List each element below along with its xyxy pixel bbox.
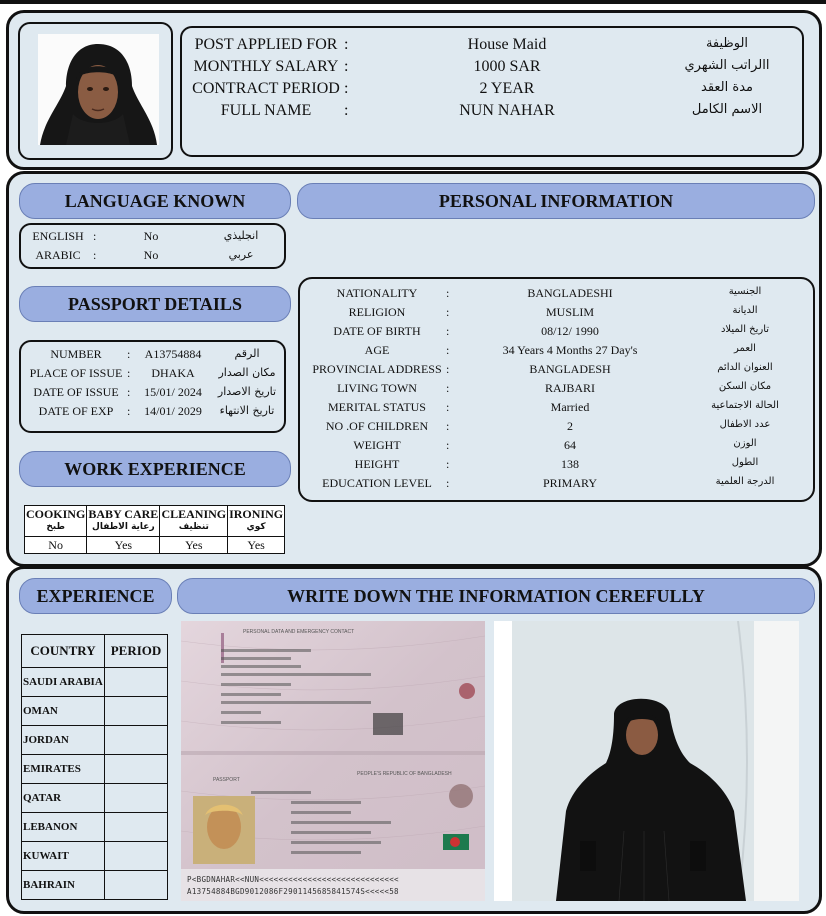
- personal-colon: :: [446, 457, 450, 471]
- passport-mrz-line-2: A13754884BGD9012086F2901145685841574S<<<<<58: [187, 887, 399, 896]
- skill-name: CLEANING: [161, 507, 227, 521]
- job-label: MONTHLY SALARY: [193, 58, 339, 75]
- skill-header-cell: [25, 506, 87, 537]
- personal-label: DATE OF BIRTH: [333, 324, 421, 338]
- experience-section: [6, 566, 822, 914]
- skill-header-cell: [160, 506, 228, 537]
- language-arabic-label: انجليذي: [223, 229, 259, 242]
- personal-row: [300, 400, 813, 419]
- personal-label: NO .OF CHILDREN: [325, 419, 429, 433]
- personal-info-box: [298, 277, 815, 502]
- personal-colon: :: [446, 476, 450, 490]
- job-label: POST APPLIED FOR: [194, 36, 338, 53]
- personal-value: Married: [550, 400, 590, 414]
- personal-colon: :: [446, 343, 450, 357]
- personal-label: AGE: [364, 343, 390, 357]
- personal-value: 34 Years 4 Months 27 Day's: [502, 343, 638, 357]
- job-row: [182, 58, 802, 80]
- country-row: [22, 784, 168, 813]
- personal-arabic-label: الطول: [731, 457, 759, 468]
- period-column-header: PERIOD: [105, 635, 168, 668]
- language-label: ENGLISH: [32, 229, 84, 243]
- skill-value-cell: Yes: [228, 537, 285, 554]
- personal-label: MERITAL STATUS: [328, 400, 426, 414]
- skill-header-cell: [228, 506, 285, 537]
- personal-value: PRIMARY: [542, 476, 598, 490]
- passport-row: [21, 347, 284, 366]
- personal-colon: :: [446, 419, 450, 433]
- personal-row: [300, 362, 813, 381]
- personal-label: RELIGION: [348, 305, 406, 319]
- experience-header: EXPERIENCE: [19, 578, 172, 614]
- job-arabic-label: الوظيفة: [705, 36, 749, 51]
- personal-colon: :: [446, 305, 450, 319]
- language-box: [19, 223, 286, 269]
- skill-name: BABY CARE: [88, 507, 159, 521]
- personal-arabic-label: تاريخ الميلاد: [720, 324, 770, 335]
- country-name: BAHRAIN: [22, 871, 105, 900]
- job-arabic-label: مدة العقد: [701, 80, 753, 95]
- personal-row: [300, 305, 813, 324]
- skill-value-cell: Yes: [160, 537, 228, 554]
- personal-arabic-label: الديانة: [732, 305, 758, 316]
- job-details-box: [180, 26, 804, 157]
- personal-arabic-label: الوزن: [733, 438, 757, 449]
- skill-name-arabic: كوي: [246, 522, 266, 532]
- job-colon: :: [344, 80, 349, 97]
- skill-name-arabic: تنظيف: [178, 522, 209, 532]
- personal-colon: :: [446, 381, 450, 395]
- job-row: [182, 80, 802, 102]
- personal-row: [300, 324, 813, 343]
- personal-colon: :: [446, 438, 450, 452]
- passport-arabic-label: الرقم: [234, 347, 260, 360]
- personal-value: 08/12/ 1990: [541, 324, 599, 338]
- personal-row: [300, 476, 813, 495]
- language-colon: :: [93, 229, 97, 243]
- country-period-cell: [105, 668, 168, 697]
- job-value: House Maid: [467, 36, 547, 53]
- personal-row: [300, 419, 813, 438]
- personal-arabic-label: الحالة الاجتماعية: [711, 400, 779, 411]
- language-label: ARABIC: [35, 248, 81, 262]
- skill-name-arabic: طبخ: [46, 522, 65, 532]
- job-colon: :: [344, 36, 349, 53]
- country-row: [22, 697, 168, 726]
- country-experience-table: [21, 634, 168, 900]
- country-period-cell: [105, 697, 168, 726]
- header-section: [6, 10, 822, 170]
- passport-colon: :: [127, 347, 131, 361]
- profile-photo-frame: [18, 22, 173, 160]
- skill-value-cell: Yes: [87, 537, 160, 554]
- job-colon: :: [344, 102, 349, 119]
- passport-colon: :: [127, 366, 131, 380]
- top-rule: [0, 0, 826, 4]
- passport-scan-image: [181, 621, 485, 901]
- personal-label: HEIGHT: [354, 457, 400, 471]
- country-row: [22, 668, 168, 697]
- personal-value: 138: [561, 457, 579, 471]
- country-column-header: COUNTRY: [22, 635, 105, 668]
- passport-row: [21, 404, 284, 423]
- job-label: FULL NAME: [220, 102, 312, 119]
- passport-colon: :: [127, 385, 131, 399]
- personal-arabic-label: العنوان الدائم: [717, 362, 773, 373]
- country-name: KUWAIT: [22, 842, 105, 871]
- language-value: No: [143, 248, 159, 262]
- job-arabic-label: االراتب الشهري: [684, 58, 770, 73]
- country-name: SAUDI ARABIA: [22, 668, 105, 697]
- passport-value: DHAKA: [151, 366, 195, 380]
- country-row: [22, 755, 168, 784]
- language-row: [21, 229, 284, 248]
- passport-label: DATE OF EXP: [38, 404, 114, 418]
- country-period-cell: [105, 726, 168, 755]
- country-row: [22, 813, 168, 842]
- write-down-header: WRITE DOWN THE INFORMATION CEREFULLY: [177, 578, 815, 614]
- personal-value: 2: [567, 419, 573, 433]
- skill-name: IRONING: [229, 507, 284, 521]
- passport-scan-country: PEOPLE'S REPUBLIC OF BANGLADESH: [357, 771, 452, 777]
- passport-mrz-line-1: P<BGDNAHAR<<NUN<<<<<<<<<<<<<<<<<<<<<<<<<<<<<: [187, 875, 399, 884]
- country-period-cell: [105, 813, 168, 842]
- personal-row: [300, 457, 813, 476]
- passport-box: [19, 340, 286, 433]
- work-experience-table: [24, 505, 285, 554]
- job-value: 2 YEAR: [479, 80, 535, 97]
- job-value: NUN NAHAR: [459, 102, 555, 119]
- skill-name-arabic: رعاية الاطفال: [92, 522, 155, 532]
- passport-scan-word: PASSPORT: [213, 777, 240, 783]
- country-period-cell: [105, 755, 168, 784]
- skill-name: COOKING: [25, 507, 86, 521]
- personal-value: RAJBARI: [544, 381, 595, 395]
- profile-photo: [38, 34, 159, 145]
- country-period-cell: [105, 842, 168, 871]
- passport-arabic-label: مكان الصدار: [218, 366, 276, 379]
- job-label: CONTRACT PERIOD: [192, 80, 340, 97]
- country-period-cell: [105, 871, 168, 900]
- personal-colon: :: [446, 362, 450, 376]
- personal-arabic-label: الدرجة العلمية: [715, 476, 775, 487]
- personal-arabic-label: الجنسية: [728, 286, 762, 297]
- country-table-header: [22, 635, 168, 668]
- country-name: LEBANON: [22, 813, 105, 842]
- personal-label: PROVINCIAL ADDRESS: [312, 362, 442, 376]
- skill-header-cell: [87, 506, 160, 537]
- woman-portrait-image: [38, 34, 159, 145]
- country-name: EMIRATES: [22, 755, 105, 784]
- country-row: [22, 842, 168, 871]
- personal-colon: :: [446, 400, 450, 414]
- personal-label: EDUCATION LEVEL: [322, 476, 432, 490]
- personal-label: WEIGHT: [353, 438, 401, 452]
- language-known-header: LANGUAGE KNOWN: [19, 183, 291, 219]
- personal-row: [300, 381, 813, 400]
- personal-arabic-label: مكان السكن: [718, 381, 772, 392]
- job-row: [182, 102, 802, 124]
- country-name: QATAR: [22, 784, 105, 813]
- job-colon: :: [344, 58, 349, 75]
- job-value: 1000 SAR: [473, 58, 541, 75]
- personal-value: BANGLADESHI: [527, 286, 613, 300]
- language-colon: :: [93, 248, 97, 262]
- personal-information-header: PERSONAL INFORMATION: [297, 183, 815, 219]
- passport-label: DATE OF ISSUE: [33, 385, 119, 399]
- passport-scan-title: PERSONAL DATA AND EMERGENCY CONTACT: [243, 629, 355, 635]
- language-row: [21, 248, 284, 267]
- job-row: [182, 36, 802, 58]
- country-name: JORDAN: [22, 726, 105, 755]
- personal-row: [300, 438, 813, 457]
- passport-label: PLACE OF ISSUE: [29, 366, 123, 380]
- passport-label: NUMBER: [50, 347, 102, 361]
- language-value: No: [143, 229, 159, 243]
- passport-value: 14/01/ 2029: [144, 404, 202, 418]
- passport-details-header: PASSPORT DETAILS: [19, 286, 291, 322]
- passport-row: [21, 366, 284, 385]
- personal-value: 64: [564, 438, 576, 452]
- passport-value: 15/01/ 2024: [144, 385, 202, 399]
- work-experience-header: WORK EXPERIENCE: [19, 451, 291, 487]
- personal-colon: :: [446, 286, 450, 300]
- passport-arabic-label: تاريخ الاصدار: [217, 385, 277, 398]
- personal-label: NATIONALITY: [336, 286, 418, 300]
- country-row: [22, 726, 168, 755]
- country-row: [22, 871, 168, 900]
- passport-row: [21, 385, 284, 404]
- skill-value-cell: No: [25, 537, 87, 554]
- passport-value: A13754884: [144, 347, 202, 361]
- full-body-photo: [494, 621, 799, 901]
- personal-value: MUSLIM: [545, 305, 594, 319]
- personal-label: LIVING TOWN: [337, 381, 417, 395]
- language-arabic-label: عربي: [228, 248, 254, 261]
- personal-value: BANGLADESH: [529, 362, 611, 376]
- country-name: OMAN: [22, 697, 105, 726]
- job-arabic-label: الاسم الكامل: [691, 102, 763, 117]
- passport-arabic-label: تاريخ الانتهاء: [219, 404, 275, 417]
- details-section: [6, 171, 822, 567]
- country-period-cell: [105, 784, 168, 813]
- personal-colon: :: [446, 324, 450, 338]
- personal-row: [300, 286, 813, 305]
- personal-arabic-label: عدد الاطفال: [719, 419, 771, 430]
- personal-row: [300, 343, 813, 362]
- passport-colon: :: [127, 404, 131, 418]
- personal-arabic-label: العمر: [734, 343, 756, 354]
